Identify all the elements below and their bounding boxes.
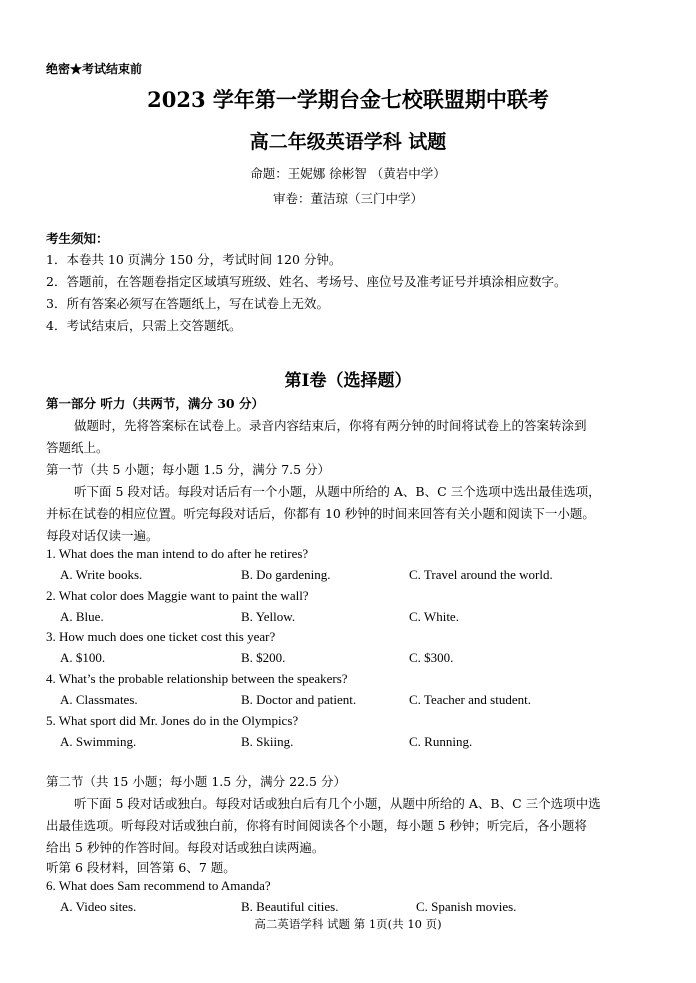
option-a: A. Swimming. — [60, 734, 137, 749]
option-c: C. White. — [409, 609, 459, 624]
jie1-instruction: 每段对话仅读一遍。 — [46, 528, 159, 543]
option-a: A. Write books. — [60, 567, 143, 582]
exam-title: 2023 学年第一学期台金七校联盟期中联考 — [147, 87, 549, 112]
authors-line: 命题：王妮娜 徐彬智 （黄岩中学） — [250, 166, 446, 181]
option-c: C. Teacher and student. — [409, 692, 531, 707]
question-stem: 5. What sport did Mr. Jones do in the Olympics? — [46, 713, 299, 728]
option-c: C. $300. — [409, 650, 454, 665]
option-b: B. Do gardening. — [241, 567, 331, 582]
question-stem: 1. What does the man intend to do after he retires? — [46, 546, 309, 561]
option-b: B. Beautiful cities. — [241, 899, 339, 914]
jie2-instruction: 给出 5 秒钟的作答时间。每段对话或独白读两遍。 — [46, 840, 325, 855]
option-c: C. Running. — [409, 734, 473, 749]
question-stem: 3. How much does one ticket cost this year? — [46, 629, 276, 644]
jie2-title: 第二节（共 15 小题；每小题 1.5 分，满分 22.5 分） — [46, 774, 346, 789]
notice-item: 2．答题前，在答题卷指定区域填写班级、姓名、考场号、座位号及准考证号并填涂相应数字。 — [46, 274, 567, 289]
notice-item: 4．考试结束后，只需上交答题纸。 — [46, 318, 242, 333]
notice-item: 3．所有答案必须写在答题纸上，写在试卷上无效。 — [46, 296, 329, 311]
option-b: B. Skiing. — [241, 734, 294, 749]
confidential-label: 绝密★考试结束前 — [46, 62, 143, 76]
jie1-instruction: 听下面 5 段对话。每段对话后有一个小题，从题中所给的 A、B、C 三个选项中选出最佳选项， — [74, 484, 601, 499]
part-title: 第一部分 听力（共两节，满分 30 分） — [46, 396, 264, 411]
option-b: B. Doctor and patient. — [241, 692, 357, 707]
notice-item: 1．本卷共 10 页满分 150 分，考试时间 120 分钟。 — [46, 252, 342, 267]
intro-line: 做题时，先将答案标在试卷上。录音内容结束后，你将有两分钟的时间将试卷上的答案转涂到 — [74, 418, 587, 433]
jie1-instruction: 并标在试卷的相应位置。听完每段对话后，你都有 10 秒钟的时间来回答有关小题和阅读下一小题。 — [46, 506, 595, 521]
material-label: 听第 6 段材料，回答第 6、7 题。 — [46, 860, 236, 875]
question-stem: 2. What color does Maggie want to paint the wall? — [46, 588, 309, 603]
reviewer-line: 审卷：董洁琼（三门中学） — [272, 191, 423, 206]
intro-line: 答题纸上。 — [46, 440, 109, 455]
jie2-instruction: 听下面 5 段对话或独白。每段对话或独白后有几个小题，从题中所给的 A、B、C 三个选项中选 — [74, 796, 601, 811]
option-b: B. Yellow. — [241, 609, 296, 624]
jie1-title: 第一节（共 5 小题；每小题 1.5 分，满分 7.5 分） — [46, 462, 331, 477]
jie2-instruction: 出最佳选项。听每段对话或独白前，你将有时间阅读各个小题，每小题 5 秒钟；听完后，各小题将 — [46, 818, 587, 833]
option-b: B. $200. — [241, 650, 286, 665]
option-a: A. Blue. — [60, 609, 104, 624]
option-c: C. Travel around the world. — [409, 567, 553, 582]
option-a: A. Classmates. — [60, 692, 138, 707]
page-footer: 高二英语学科 试题 第 1页(共 10 页) — [254, 917, 442, 931]
section-title: 第Ⅰ卷（选择题） — [284, 371, 412, 391]
exam-subtitle: 高二年级英语学科 试题 — [249, 131, 447, 153]
option-a: A. Video sites. — [60, 899, 137, 914]
question-stem: 4. What’s the probable relationship between the speakers? — [46, 671, 348, 686]
question-stem: 6. What does Sam recommend to Amanda? — [46, 878, 271, 893]
option-c: C. Spanish movies. — [416, 899, 517, 914]
notice-heading: 考生须知： — [46, 231, 109, 246]
option-a: A. $100. — [60, 650, 106, 665]
